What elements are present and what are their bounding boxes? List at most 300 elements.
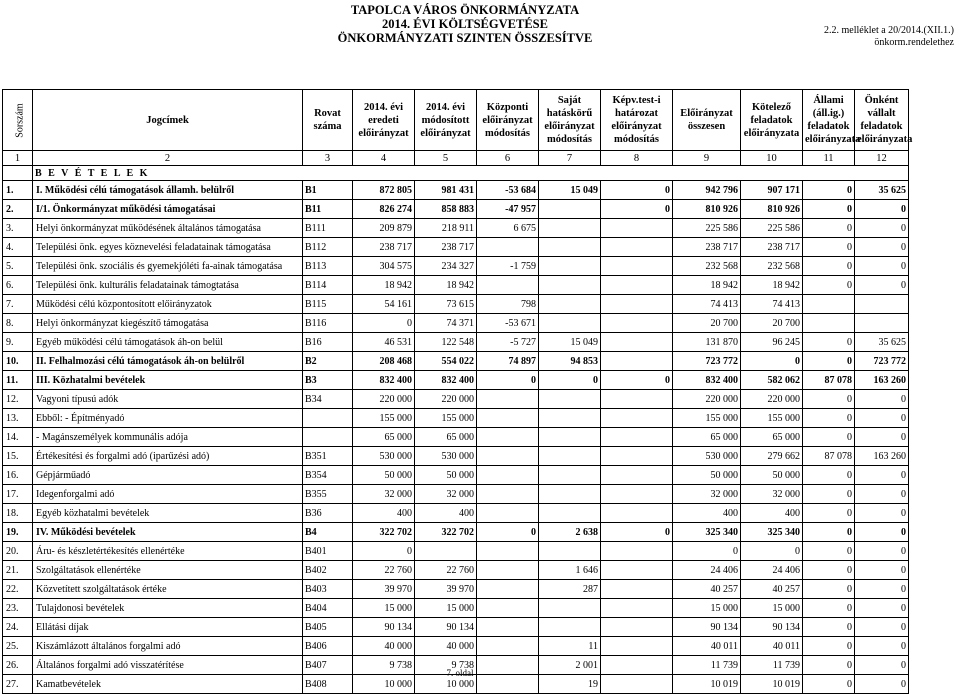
row-title: IV. Működési bevételek bbox=[33, 523, 303, 542]
row-value bbox=[539, 276, 601, 295]
row-value bbox=[477, 409, 539, 428]
row-value: -53 671 bbox=[477, 314, 539, 333]
row-code: B1 bbox=[303, 181, 353, 200]
row-value bbox=[539, 219, 601, 238]
row-value: 50 000 bbox=[673, 466, 741, 485]
row-number: 17. bbox=[3, 485, 33, 504]
column-number: 8 bbox=[601, 151, 673, 166]
row-value: 225 586 bbox=[741, 219, 803, 238]
row-value: 0 bbox=[601, 181, 673, 200]
row-value bbox=[477, 599, 539, 618]
row-value: 40 011 bbox=[741, 637, 803, 656]
row-value: 15 049 bbox=[539, 333, 601, 352]
row-code: B404 bbox=[303, 599, 353, 618]
row-title: Helyi önkormányzat kiegészítő támogatása bbox=[33, 314, 303, 333]
row-value: 2 638 bbox=[539, 523, 601, 542]
row-number: 21. bbox=[3, 561, 33, 580]
row-value: 65 000 bbox=[415, 428, 477, 447]
row-value bbox=[601, 580, 673, 599]
row-value: 530 000 bbox=[415, 447, 477, 466]
row-value: 220 000 bbox=[415, 390, 477, 409]
table-row bbox=[3, 618, 909, 637]
row-value: 9 738 bbox=[415, 656, 477, 675]
table-row bbox=[3, 333, 909, 352]
row-value: 0 bbox=[855, 390, 909, 409]
section-row bbox=[3, 166, 909, 181]
row-value: 74 371 bbox=[415, 314, 477, 333]
row-title: Szolgáltatások ellenértéke bbox=[33, 561, 303, 580]
row-value: 122 548 bbox=[415, 333, 477, 352]
row-title: Ellátási díjak bbox=[33, 618, 303, 637]
row-value bbox=[477, 447, 539, 466]
annex-reference bbox=[824, 25, 954, 49]
row-value bbox=[601, 485, 673, 504]
row-code: B403 bbox=[303, 580, 353, 599]
row-value: 0 bbox=[741, 542, 803, 561]
row-value: 15 049 bbox=[539, 181, 601, 200]
header-cell: Saját hatáskörű előirányzat módosítás bbox=[539, 90, 601, 151]
row-value: 232 568 bbox=[673, 257, 741, 276]
row-value bbox=[601, 409, 673, 428]
row-value: 530 000 bbox=[353, 447, 415, 466]
row-value: 400 bbox=[673, 504, 741, 523]
row-value: 0 bbox=[855, 257, 909, 276]
row-title: Idegenforgalmi adó bbox=[33, 485, 303, 504]
row-value: 238 717 bbox=[415, 238, 477, 257]
row-code bbox=[303, 428, 353, 447]
row-value: 220 000 bbox=[673, 390, 741, 409]
row-value: 0 bbox=[855, 466, 909, 485]
row-value: 0 bbox=[353, 542, 415, 561]
row-title: - Magánszemélyek kommunális adója bbox=[33, 428, 303, 447]
row-value: 832 400 bbox=[353, 371, 415, 390]
row-value: 723 772 bbox=[855, 352, 909, 371]
row-code: B406 bbox=[303, 637, 353, 656]
row-value: 826 274 bbox=[353, 200, 415, 219]
row-value: 554 022 bbox=[415, 352, 477, 371]
row-value: 22 760 bbox=[415, 561, 477, 580]
row-value: 74 413 bbox=[673, 295, 741, 314]
row-value: 0 bbox=[855, 542, 909, 561]
column-number: 7 bbox=[539, 151, 601, 166]
row-value: 400 bbox=[353, 504, 415, 523]
row-value bbox=[601, 599, 673, 618]
table-row bbox=[3, 466, 909, 485]
row-value: 810 926 bbox=[673, 200, 741, 219]
row-value: -5 727 bbox=[477, 333, 539, 352]
document-title bbox=[260, 3, 670, 45]
row-value: 65 000 bbox=[353, 428, 415, 447]
row-code bbox=[303, 409, 353, 428]
row-value bbox=[601, 314, 673, 333]
row-value: 73 615 bbox=[415, 295, 477, 314]
annex-reference-line-2: önkorm.rendelethez bbox=[874, 37, 954, 48]
row-code: B408 bbox=[303, 675, 353, 694]
row-code: B354 bbox=[303, 466, 353, 485]
row-value: 832 400 bbox=[415, 371, 477, 390]
row-number: 14. bbox=[3, 428, 33, 447]
row-value: 0 bbox=[353, 314, 415, 333]
row-value: 35 625 bbox=[855, 181, 909, 200]
row-value: 54 161 bbox=[353, 295, 415, 314]
row-value: 24 406 bbox=[741, 561, 803, 580]
header-cell: 2014. évi módosított előirányzat bbox=[415, 90, 477, 151]
row-value: 40 000 bbox=[415, 637, 477, 656]
row-value: 322 702 bbox=[415, 523, 477, 542]
column-number: 4 bbox=[353, 151, 415, 166]
table-row bbox=[3, 352, 909, 371]
row-value: 18 942 bbox=[673, 276, 741, 295]
row-value bbox=[803, 314, 855, 333]
row-value: 90 134 bbox=[353, 618, 415, 637]
row-value: 155 000 bbox=[415, 409, 477, 428]
row-value: 582 062 bbox=[741, 371, 803, 390]
row-code: B113 bbox=[303, 257, 353, 276]
section-spacer bbox=[3, 166, 33, 181]
row-value: 74 413 bbox=[741, 295, 803, 314]
row-value: 0 bbox=[803, 580, 855, 599]
row-value bbox=[601, 295, 673, 314]
row-value bbox=[601, 276, 673, 295]
row-value: 15 000 bbox=[415, 599, 477, 618]
row-value: 18 942 bbox=[353, 276, 415, 295]
row-value: 225 586 bbox=[673, 219, 741, 238]
row-title: I/1. Önkormányzat működési támogatásai bbox=[33, 200, 303, 219]
row-value: 10 000 bbox=[353, 675, 415, 694]
row-value bbox=[601, 333, 673, 352]
row-value bbox=[477, 276, 539, 295]
row-value: 0 bbox=[803, 599, 855, 618]
row-value: 0 bbox=[855, 238, 909, 257]
row-title: II. Felhalmozási célú támogatások áh-on belülről bbox=[33, 352, 303, 371]
row-value: 0 bbox=[855, 276, 909, 295]
row-code: B2 bbox=[303, 352, 353, 371]
title-line-3: ÖNKORMÁNYZATI SZINTEN ÖSSZESÍTVE bbox=[337, 31, 593, 45]
row-value bbox=[539, 390, 601, 409]
row-value: 325 340 bbox=[673, 523, 741, 542]
row-value: 872 805 bbox=[353, 181, 415, 200]
row-value: 50 000 bbox=[353, 466, 415, 485]
row-value: 50 000 bbox=[415, 466, 477, 485]
header-cell: Állami (áll.ig.) feladatok előirányzata bbox=[803, 90, 855, 151]
row-value: 810 926 bbox=[741, 200, 803, 219]
row-value bbox=[539, 200, 601, 219]
row-title: Ebből: - Építményadó bbox=[33, 409, 303, 428]
row-value: 832 400 bbox=[673, 371, 741, 390]
row-value bbox=[477, 485, 539, 504]
row-title: Vagyoni típusú adók bbox=[33, 390, 303, 409]
row-value bbox=[477, 466, 539, 485]
row-value: 0 bbox=[803, 656, 855, 675]
row-number: 11. bbox=[3, 371, 33, 390]
row-value bbox=[539, 466, 601, 485]
row-value bbox=[855, 295, 909, 314]
column-number: 6 bbox=[477, 151, 539, 166]
row-value bbox=[601, 447, 673, 466]
row-value: 287 bbox=[539, 580, 601, 599]
row-value: 220 000 bbox=[353, 390, 415, 409]
column-number: 11 bbox=[803, 151, 855, 166]
row-value: 0 bbox=[803, 618, 855, 637]
row-value: 0 bbox=[803, 352, 855, 371]
table-row bbox=[3, 504, 909, 523]
row-value bbox=[539, 314, 601, 333]
row-number: 5. bbox=[3, 257, 33, 276]
title-line-2: 2014. ÉVI KÖLTSÉGVETÉSE bbox=[382, 17, 548, 31]
header-cell: Jogcímek bbox=[33, 90, 303, 151]
row-number: 20. bbox=[3, 542, 33, 561]
row-value: 0 bbox=[803, 257, 855, 276]
row-value: 20 700 bbox=[741, 314, 803, 333]
row-number: 23. bbox=[3, 599, 33, 618]
row-value bbox=[601, 238, 673, 257]
row-code: B111 bbox=[303, 219, 353, 238]
row-value bbox=[415, 542, 477, 561]
row-value: 87 078 bbox=[803, 371, 855, 390]
row-value: 90 134 bbox=[741, 618, 803, 637]
row-value: 279 662 bbox=[741, 447, 803, 466]
row-value: 39 970 bbox=[415, 580, 477, 599]
row-number: 10. bbox=[3, 352, 33, 371]
table-row bbox=[3, 523, 909, 542]
row-number: 27. bbox=[3, 675, 33, 694]
row-value bbox=[539, 504, 601, 523]
row-value bbox=[477, 618, 539, 637]
table-row bbox=[3, 485, 909, 504]
row-value: 15 000 bbox=[353, 599, 415, 618]
row-value: 981 431 bbox=[415, 181, 477, 200]
column-number: 5 bbox=[415, 151, 477, 166]
row-value: 0 bbox=[855, 599, 909, 618]
row-value: 0 bbox=[803, 428, 855, 447]
row-number: 4. bbox=[3, 238, 33, 257]
table-row bbox=[3, 181, 909, 200]
row-value: 0 bbox=[803, 561, 855, 580]
row-value bbox=[539, 238, 601, 257]
row-value: 304 575 bbox=[353, 257, 415, 276]
row-value: 1 646 bbox=[539, 561, 601, 580]
row-number: 26. bbox=[3, 656, 33, 675]
row-value bbox=[601, 561, 673, 580]
row-value: 942 796 bbox=[673, 181, 741, 200]
row-value bbox=[477, 390, 539, 409]
row-value: 39 970 bbox=[353, 580, 415, 599]
row-value bbox=[601, 618, 673, 637]
row-value: 9 738 bbox=[353, 656, 415, 675]
row-value: 218 911 bbox=[415, 219, 477, 238]
row-title: Kamatbevételek bbox=[33, 675, 303, 694]
row-value: 0 bbox=[855, 219, 909, 238]
row-title: Általános forgalmi adó visszatérítése bbox=[33, 656, 303, 675]
row-value: 0 bbox=[855, 504, 909, 523]
row-value bbox=[477, 428, 539, 447]
row-title: Értékesítési és forgalmi adó (iparűzési adó) bbox=[33, 447, 303, 466]
row-value: 0 bbox=[803, 637, 855, 656]
row-value: 209 879 bbox=[353, 219, 415, 238]
row-value: 0 bbox=[855, 523, 909, 542]
row-value: 0 bbox=[601, 371, 673, 390]
table-row bbox=[3, 447, 909, 466]
table-row bbox=[3, 390, 909, 409]
row-value: 0 bbox=[803, 276, 855, 295]
row-value: 0 bbox=[741, 352, 803, 371]
table-row bbox=[3, 295, 909, 314]
row-number: 25. bbox=[3, 637, 33, 656]
row-code: B405 bbox=[303, 618, 353, 637]
row-value: 0 bbox=[477, 523, 539, 542]
row-title: Kiszámlázott általános forgalmi adó bbox=[33, 637, 303, 656]
header-cell: Önként vállalt feladatok előirányzata bbox=[855, 90, 909, 151]
row-value: 15 000 bbox=[673, 599, 741, 618]
row-title: Egyéb közhatalmi bevételek bbox=[33, 504, 303, 523]
row-title: Közvetített szolgáltatások értéke bbox=[33, 580, 303, 599]
row-code: B407 bbox=[303, 656, 353, 675]
row-number: 16. bbox=[3, 466, 33, 485]
row-value: 96 245 bbox=[741, 333, 803, 352]
row-value: 18 942 bbox=[415, 276, 477, 295]
row-value bbox=[539, 618, 601, 637]
row-title: Egyéb működési célú támogatások áh-on belül bbox=[33, 333, 303, 352]
row-value: 0 bbox=[803, 523, 855, 542]
row-number: 7. bbox=[3, 295, 33, 314]
row-value: 0 bbox=[855, 618, 909, 637]
header-cell: Rovat száma bbox=[303, 90, 353, 151]
row-value: 0 bbox=[855, 580, 909, 599]
row-value: 155 000 bbox=[741, 409, 803, 428]
row-value: 0 bbox=[855, 675, 909, 694]
row-value bbox=[601, 637, 673, 656]
row-value: 35 625 bbox=[855, 333, 909, 352]
row-value: 32 000 bbox=[415, 485, 477, 504]
row-code: B112 bbox=[303, 238, 353, 257]
row-value bbox=[477, 580, 539, 599]
annex-reference-line-1: 2.2. melléklet a 20/2014.(XII.1.) bbox=[824, 25, 954, 36]
row-value: 32 000 bbox=[353, 485, 415, 504]
row-value: 20 700 bbox=[673, 314, 741, 333]
row-value: 208 468 bbox=[353, 352, 415, 371]
row-number: 13. bbox=[3, 409, 33, 428]
row-value bbox=[539, 447, 601, 466]
row-value: 907 171 bbox=[741, 181, 803, 200]
row-value: 155 000 bbox=[353, 409, 415, 428]
row-value: 22 760 bbox=[353, 561, 415, 580]
row-number: 18. bbox=[3, 504, 33, 523]
row-value: 50 000 bbox=[741, 466, 803, 485]
row-value bbox=[601, 428, 673, 447]
row-title: Települési önk. szociális és gyemekjóléti fa-ainak támogatása bbox=[33, 257, 303, 276]
row-value: 40 011 bbox=[673, 637, 741, 656]
row-value: 0 bbox=[803, 200, 855, 219]
row-value: 40 257 bbox=[673, 580, 741, 599]
header-cell: Kötelező feladatok előirányzata bbox=[741, 90, 803, 151]
row-title: Áru- és készletértékesítés ellenértéke bbox=[33, 542, 303, 561]
row-number: 15. bbox=[3, 447, 33, 466]
row-number: 19. bbox=[3, 523, 33, 542]
row-value bbox=[477, 504, 539, 523]
row-value: 0 bbox=[855, 637, 909, 656]
row-value: 87 078 bbox=[803, 447, 855, 466]
row-value: 238 717 bbox=[741, 238, 803, 257]
row-value bbox=[601, 542, 673, 561]
row-value bbox=[539, 485, 601, 504]
table-row bbox=[3, 542, 909, 561]
header-row bbox=[3, 90, 909, 151]
row-value: 858 883 bbox=[415, 200, 477, 219]
row-value bbox=[601, 219, 673, 238]
row-value: 65 000 bbox=[673, 428, 741, 447]
row-code: B402 bbox=[303, 561, 353, 580]
row-value: 400 bbox=[415, 504, 477, 523]
row-value: -47 957 bbox=[477, 200, 539, 219]
header-cell: Sorszám bbox=[3, 90, 33, 151]
row-number: 3. bbox=[3, 219, 33, 238]
row-value: 0 bbox=[803, 390, 855, 409]
row-value: 400 bbox=[741, 504, 803, 523]
row-code: B355 bbox=[303, 485, 353, 504]
column-number: 2 bbox=[33, 151, 303, 166]
table-row bbox=[3, 409, 909, 428]
row-value bbox=[601, 257, 673, 276]
row-value: 0 bbox=[803, 238, 855, 257]
row-value: 46 531 bbox=[353, 333, 415, 352]
row-code: B3 bbox=[303, 371, 353, 390]
row-value bbox=[539, 599, 601, 618]
row-title: Tulajdonosi bevételek bbox=[33, 599, 303, 618]
row-value bbox=[477, 637, 539, 656]
row-value: 0 bbox=[803, 485, 855, 504]
row-value: 10 019 bbox=[741, 675, 803, 694]
table-row bbox=[3, 238, 909, 257]
column-number-row bbox=[3, 151, 909, 166]
row-value: 19 bbox=[539, 675, 601, 694]
row-value: -53 684 bbox=[477, 181, 539, 200]
row-value bbox=[539, 542, 601, 561]
row-value: 163 260 bbox=[855, 371, 909, 390]
row-value: 10 019 bbox=[673, 675, 741, 694]
table-row bbox=[3, 200, 909, 219]
row-code: B115 bbox=[303, 295, 353, 314]
row-value bbox=[601, 504, 673, 523]
row-value: 723 772 bbox=[673, 352, 741, 371]
row-value: 0 bbox=[601, 200, 673, 219]
row-title: Települési önk. egyes köznevelési feladatainak támogatása bbox=[33, 238, 303, 257]
title-line-1: TAPOLCA VÁROS ÖNKORMÁNYZATA bbox=[350, 3, 580, 17]
page-number: 7. oldal bbox=[446, 668, 474, 678]
row-value: 24 406 bbox=[673, 561, 741, 580]
table-row bbox=[3, 599, 909, 618]
row-value: 0 bbox=[855, 561, 909, 580]
row-value: 530 000 bbox=[673, 447, 741, 466]
row-number: 8. bbox=[3, 314, 33, 333]
row-code: B114 bbox=[303, 276, 353, 295]
row-number: 24. bbox=[3, 618, 33, 637]
row-value: 10 000 bbox=[415, 675, 477, 694]
row-value bbox=[803, 295, 855, 314]
table-row bbox=[3, 257, 909, 276]
row-number: 6. bbox=[3, 276, 33, 295]
row-code: B116 bbox=[303, 314, 353, 333]
row-value: 0 bbox=[855, 656, 909, 675]
row-value: 325 340 bbox=[741, 523, 803, 542]
row-value: 155 000 bbox=[673, 409, 741, 428]
row-value: 32 000 bbox=[673, 485, 741, 504]
row-value bbox=[539, 295, 601, 314]
row-value: 232 568 bbox=[741, 257, 803, 276]
row-code: B11 bbox=[303, 200, 353, 219]
row-value: 18 942 bbox=[741, 276, 803, 295]
row-value: 40 257 bbox=[741, 580, 803, 599]
header-cell: Központi előirányzat módosítás bbox=[477, 90, 539, 151]
